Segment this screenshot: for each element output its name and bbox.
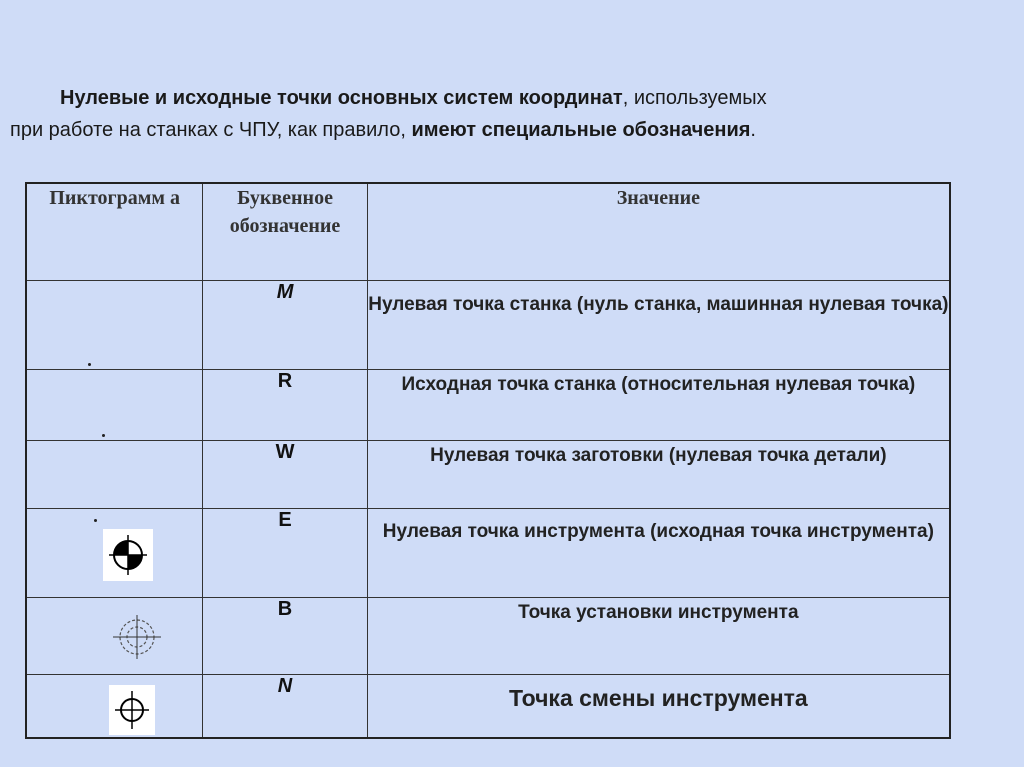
letter-cell: M xyxy=(203,280,367,369)
meaning-cell: Нулевая точка заготовки (нулевая точка детали) xyxy=(367,440,950,508)
header-letter: Буквенное обозначение xyxy=(203,183,367,280)
table-row xyxy=(26,440,950,508)
table-row xyxy=(26,280,950,369)
pictogram-cell xyxy=(26,508,203,597)
intro-bold-title: Нулевые и исходные точки основных систем координат xyxy=(60,87,623,109)
letter-cell: E xyxy=(203,508,367,597)
dot-marker-icon xyxy=(102,434,105,437)
table-row xyxy=(26,597,950,674)
dot-marker-icon xyxy=(88,363,91,366)
meaning-cell: Исходная точка станка (относительная нулевая точка) xyxy=(367,369,950,440)
table-row xyxy=(26,369,950,440)
header-pictogram: Пиктограмм а xyxy=(26,183,203,280)
pictogram-cell xyxy=(26,369,203,440)
pictogram-cell xyxy=(26,280,203,369)
intro-line-1 xyxy=(0,82,1024,114)
meaning-cell: Нулевая точка инструмента (исходная точка инструмента) xyxy=(367,508,950,597)
intro-text xyxy=(0,82,1024,146)
meaning-cell: Нулевая точка станка (нуль станка, машинная нулевая точка) xyxy=(367,280,950,369)
pictogram-cell xyxy=(26,674,203,738)
header-meaning: Значение xyxy=(367,183,950,280)
pictogram-cell xyxy=(26,597,203,674)
intro-bold-end: имеют специальные обозначения xyxy=(411,119,751,141)
letter-cell: B xyxy=(203,597,367,674)
intro-period: . xyxy=(750,119,756,141)
table-row xyxy=(26,508,950,597)
table-header-row xyxy=(26,183,950,280)
letter-cell: R xyxy=(203,369,367,440)
letter-cell: N xyxy=(203,674,367,738)
meaning-cell: Точка смены инструмента xyxy=(367,674,950,738)
pictogram-cell xyxy=(26,440,203,508)
letter-cell: W xyxy=(203,440,367,508)
intro-rest: , используемых xyxy=(622,87,767,109)
intro-normal: при работе на станках с ЧПУ, как правило, xyxy=(10,119,412,141)
intro-line-2 xyxy=(0,114,1024,146)
filled-quadrant-crosshair-icon xyxy=(103,529,153,581)
circle-crosshair-icon xyxy=(109,685,155,735)
meaning-cell: Точка установки инструмента xyxy=(367,597,950,674)
table-row xyxy=(26,674,950,738)
dashed-circle-crosshair-icon xyxy=(109,612,165,662)
dot-marker-icon xyxy=(94,519,97,522)
coordinate-points-table xyxy=(25,182,951,739)
